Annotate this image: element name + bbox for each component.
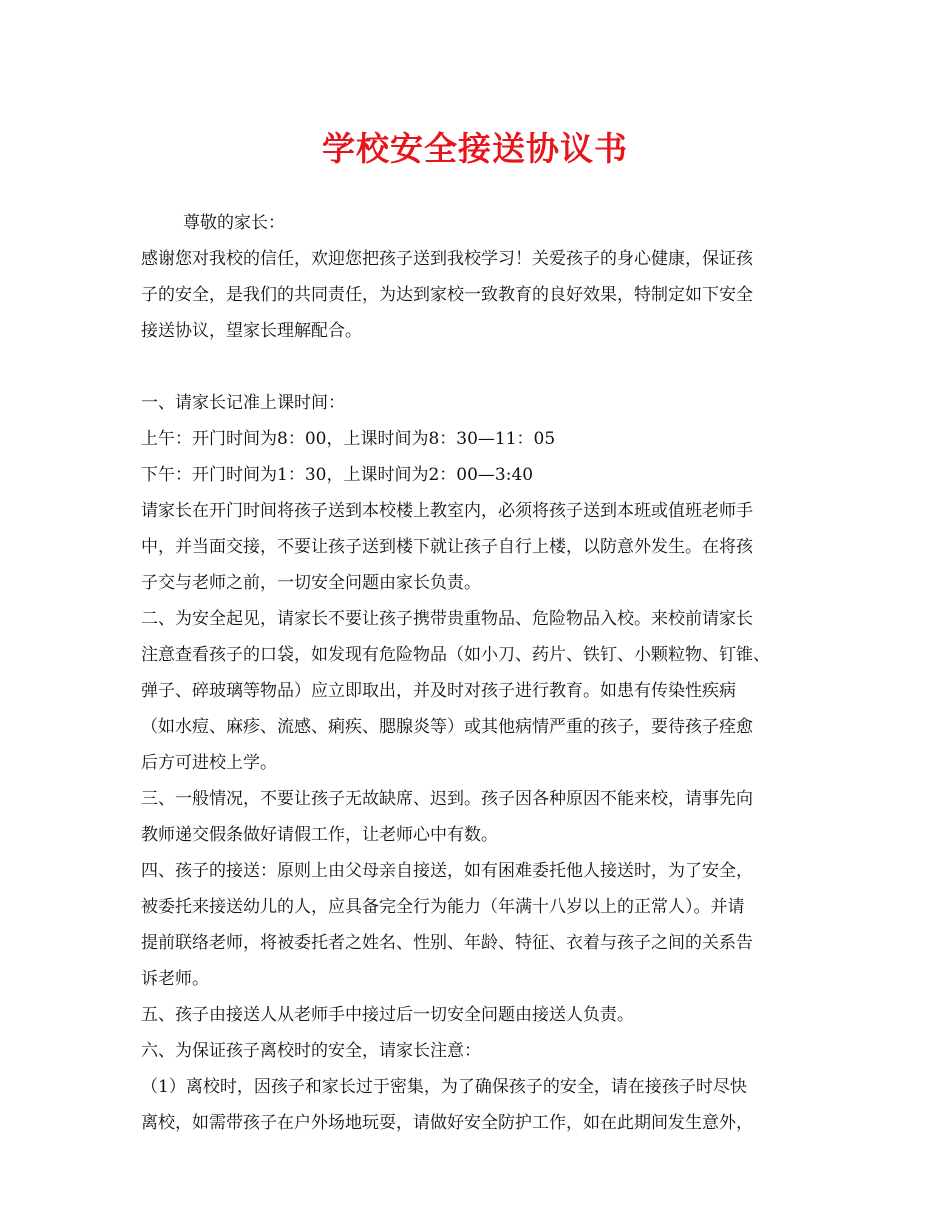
paragraph-line: 被委托来接送幼儿的人，应具备完全行为能力（年满十八岁以上的正常人）。并请 [141, 897, 745, 917]
blank-line [141, 349, 821, 385]
paragraph-line: 后方可进校上学。 [141, 753, 277, 773]
paragraph-line: 提前联络老师，将被委托者之姓名、性别、年龄、特征、衣着与孩子之间的关系告 [141, 933, 753, 953]
paragraph-line: 感谢您对我校的信任，欢迎您把孩子送到我校学习！关爱孩子的身心健康，保证孩 [141, 249, 753, 269]
paragraph-line: 诉老师。 [141, 969, 209, 989]
paragraph-line: 子交与老师之前，一切安全问题由家长负责。 [141, 573, 481, 593]
paragraph-line: （如水痘、麻疹、流感、痢疾、腮腺炎等）或其他病情严重的孩子，要待孩子痊愈 [141, 717, 753, 737]
greeting: 尊敬的家长： [183, 213, 285, 233]
section-heading: 五、孩子由接送人从老师手中接过后一切安全问题由接送人负责。 [141, 1005, 634, 1025]
schedule-afternoon: 下午：开门时间为1：30，上课时间为2：00—3:40 [141, 465, 534, 485]
document-body [141, 205, 821, 1141]
section-heading: 六、为保证孩子离校时的安全，请家长注意： [141, 1041, 481, 1061]
list-item: （1）离校时，因孩子和家长过于密集，为了确保孩子的安全，请在接孩子时尽快 [141, 1077, 747, 1097]
paragraph-line: 请家长在开门时间将孩子送到本校楼上教室内，必须将孩子送到本班或值班老师手 [141, 501, 753, 521]
paragraph-line: 教师递交假条做好请假工作，让老师心中有数。 [141, 825, 498, 845]
paragraph-line: 注意查看孩子的口袋，如发现有危险物品（如小刀、药片、铁钉、小颗粒物、钉锥、 [141, 645, 770, 665]
paragraph-line: 中，并当面交接，不要让孩子送到楼下就让孩子自行上楼，以防意外发生。在将孩 [141, 537, 753, 557]
paragraph-line: 弹子、碎玻璃等物品）应立即取出，并及时对孩子进行教育。如患有传染性疾病 [141, 681, 736, 701]
document-title: 学校安全接送协议书 [322, 129, 628, 168]
paragraph-line: 接送协议，望家长理解配合。 [141, 321, 362, 341]
section-heading: 三、一般情况，不要让孩子无故缺席、迟到。孩子因各种原因不能来校，请事先向 [141, 789, 753, 809]
section-heading: 二、为安全起见，请家长不要让孩子携带贵重物品、危险物品入校。来校前请家长 [141, 609, 753, 629]
paragraph-line: 子的安全，是我们的共同责任，为达到家校一致教育的良好效果，特制定如下安全 [141, 285, 753, 305]
schedule-morning: 上午：开门时间为8：00，上课时间为8：30—11：05 [141, 429, 556, 449]
section-heading: 一、请家长记准上课时间： [141, 393, 345, 413]
paragraph-line: 离校，如需带孩子在户外场地玩耍，请做好安全防护工作，如在此期间发生意外， [141, 1113, 753, 1133]
section-heading: 四、孩子的接送：原则上由父母亲自接送，如有困难委托他人接送时，为了安全， [141, 861, 753, 881]
